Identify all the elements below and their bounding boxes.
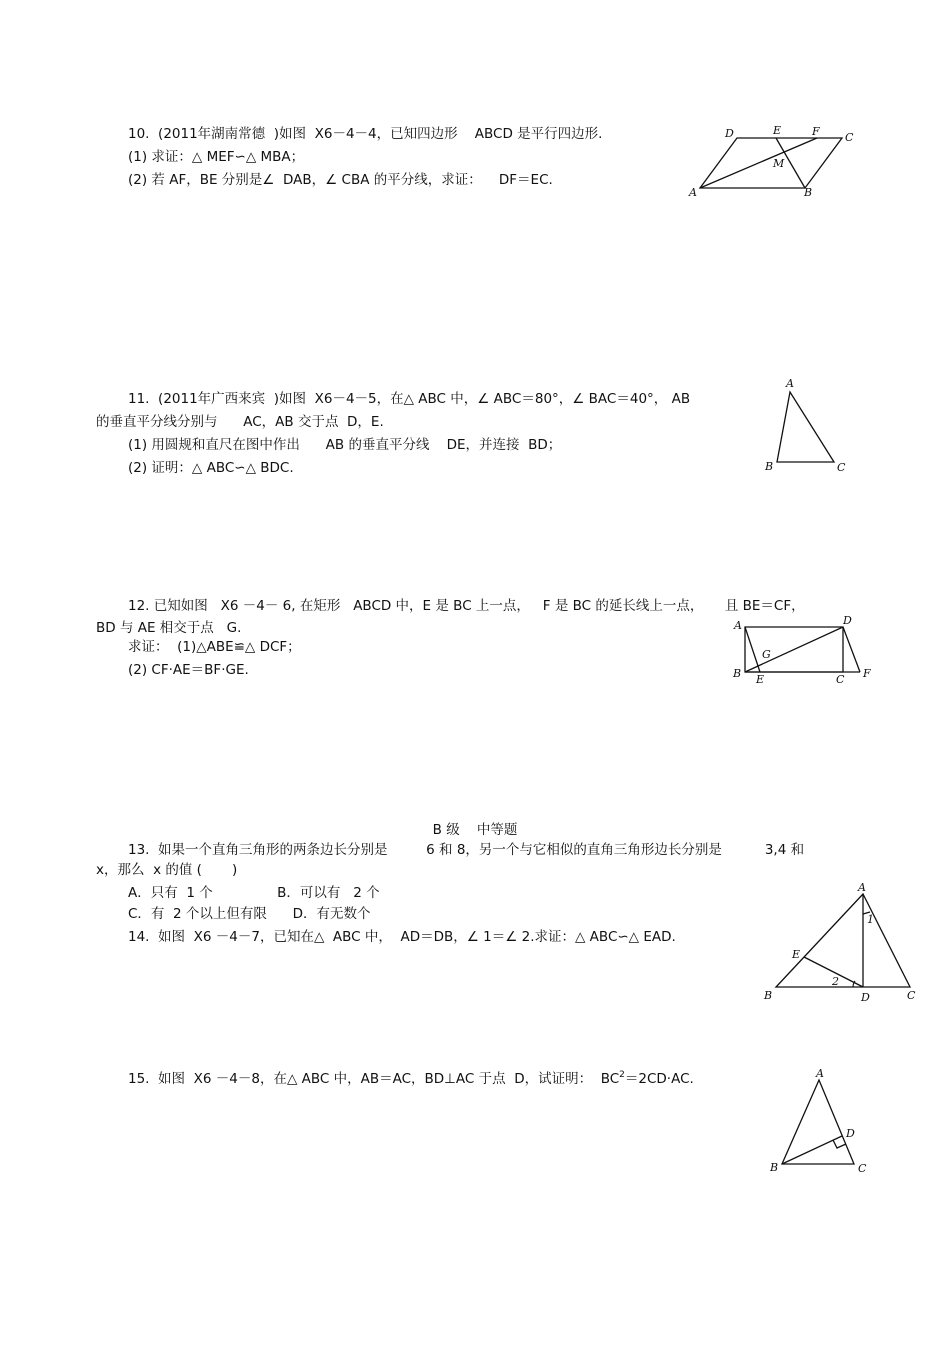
- fig15-label-c: C: [858, 1162, 867, 1175]
- q12-line3: 求证： (1)△ABE≌△ DCF；: [128, 639, 301, 655]
- fig12-label-b: B: [733, 667, 742, 680]
- fig14-label-c: C: [907, 989, 916, 1002]
- fig14-label-1: 1: [867, 913, 874, 926]
- fig14-label-b: B: [764, 989, 773, 1002]
- q13-option-line1: A．只有 1 个 B．可以有 2 个: [128, 885, 380, 901]
- fig12-label-c: C: [836, 673, 845, 686]
- q13-line2: x，那么 x 的值 ( ): [96, 862, 238, 878]
- fig15-label-b: B: [770, 1161, 779, 1174]
- figure-x6-4-6: [728, 612, 878, 690]
- section-b-heading: B 级 中等题: [432, 822, 518, 838]
- q10-line2: (1) 求证：△ MEF∽△ MBA；: [128, 149, 305, 165]
- fig15-label-d: D: [846, 1127, 855, 1140]
- fig10-label-c: C: [845, 131, 854, 144]
- fig10-label-b: B: [804, 186, 813, 199]
- fig11-label-c: C: [837, 461, 846, 474]
- fig12-label-d: D: [843, 614, 852, 627]
- fig10-label-f: F: [812, 125, 820, 138]
- fig11-label-b: B: [765, 460, 774, 473]
- q15-line1: [128, 1066, 694, 1088]
- figure-x6-4-7: [758, 878, 923, 1003]
- q10-line3: (2) 若 AF，BE 分别是∠ DAB，∠ CBA 的平分线，求证： DF＝EC.: [128, 172, 553, 188]
- q12-line1: 12. 已知如图 X6 －4－ 6, 在矩形 ABCD 中，E 是 BC 上一点， F 是 BC 的延长线上一点， 且 BE＝CF，: [128, 598, 805, 614]
- fig14-label-e: E: [792, 948, 801, 961]
- fig12-label-e: E: [756, 673, 765, 686]
- fig10-label-e: E: [773, 124, 782, 137]
- q11-line3: (1) 用圆规和直尺在图中作出 AB 的垂直平分线 DE，并连接 BD；: [128, 437, 562, 453]
- fig12-label-g: G: [762, 648, 771, 661]
- q13-option-line2: C．有 2 个以上但有限 D．有无数个: [128, 906, 371, 922]
- q11-line1: 11. (2011年广西来宾 )如图 X6－4－5，在△ ABC 中，∠ ABC＝80°，∠ BAC＝40°， AB: [128, 391, 691, 407]
- fig14-label-2: 2: [832, 975, 839, 988]
- fig10-label-d: D: [725, 127, 734, 140]
- q13-line1: 13. 如果一个直角三角形的两条边长分别是 6 和 8，另一个与它相似的直角三角形边长分别是 3,4 和: [128, 842, 805, 858]
- fig14-label-d: D: [861, 991, 870, 1004]
- q15-superscript: 2: [619, 1070, 625, 1080]
- q11-line2: 的垂直平分线分别与 AC，AB 交于点 D，E.: [96, 414, 384, 430]
- fig15-label-a: A: [816, 1067, 824, 1080]
- q10-line1: 10. (2011年湖南常德 )如图 X6－4－4，已知四边形 ABCD 是平行四边形.: [128, 126, 603, 142]
- q12-line2: BD 与 AE 相交于点 G.: [96, 620, 242, 636]
- fig12-label-f: F: [863, 667, 871, 680]
- q11-line4: (2) 证明：△ ABC∽△ BDC.: [128, 460, 294, 476]
- q14-line1: 14. 如图 X6 －4－7，已知在△ ABC 中， AD＝DB，∠ 1＝∠ 2.求证：△ ABC∽△ EAD.: [128, 929, 676, 945]
- q12-line4: (2) CF·AE＝BF·GE.: [128, 662, 249, 678]
- fig14-label-a: A: [858, 881, 866, 894]
- fig11-label-a: A: [786, 377, 794, 390]
- figure-x6-4-4: [685, 118, 865, 200]
- q15-text-suffix: ＝2CD·AC.: [624, 1071, 694, 1087]
- figure-x6-4-8: [765, 1066, 875, 1178]
- fig10-label-a: A: [689, 186, 697, 199]
- q15-text-prefix: 15. 如图 X6 －4－8，在△ ABC 中，AB＝AC，BD⊥AC 于点 D，试证明： BC: [128, 1071, 620, 1087]
- fig10-label-m: M: [773, 157, 785, 170]
- figure-x6-4-5: [762, 376, 852, 476]
- fig12-label-a: A: [734, 619, 742, 632]
